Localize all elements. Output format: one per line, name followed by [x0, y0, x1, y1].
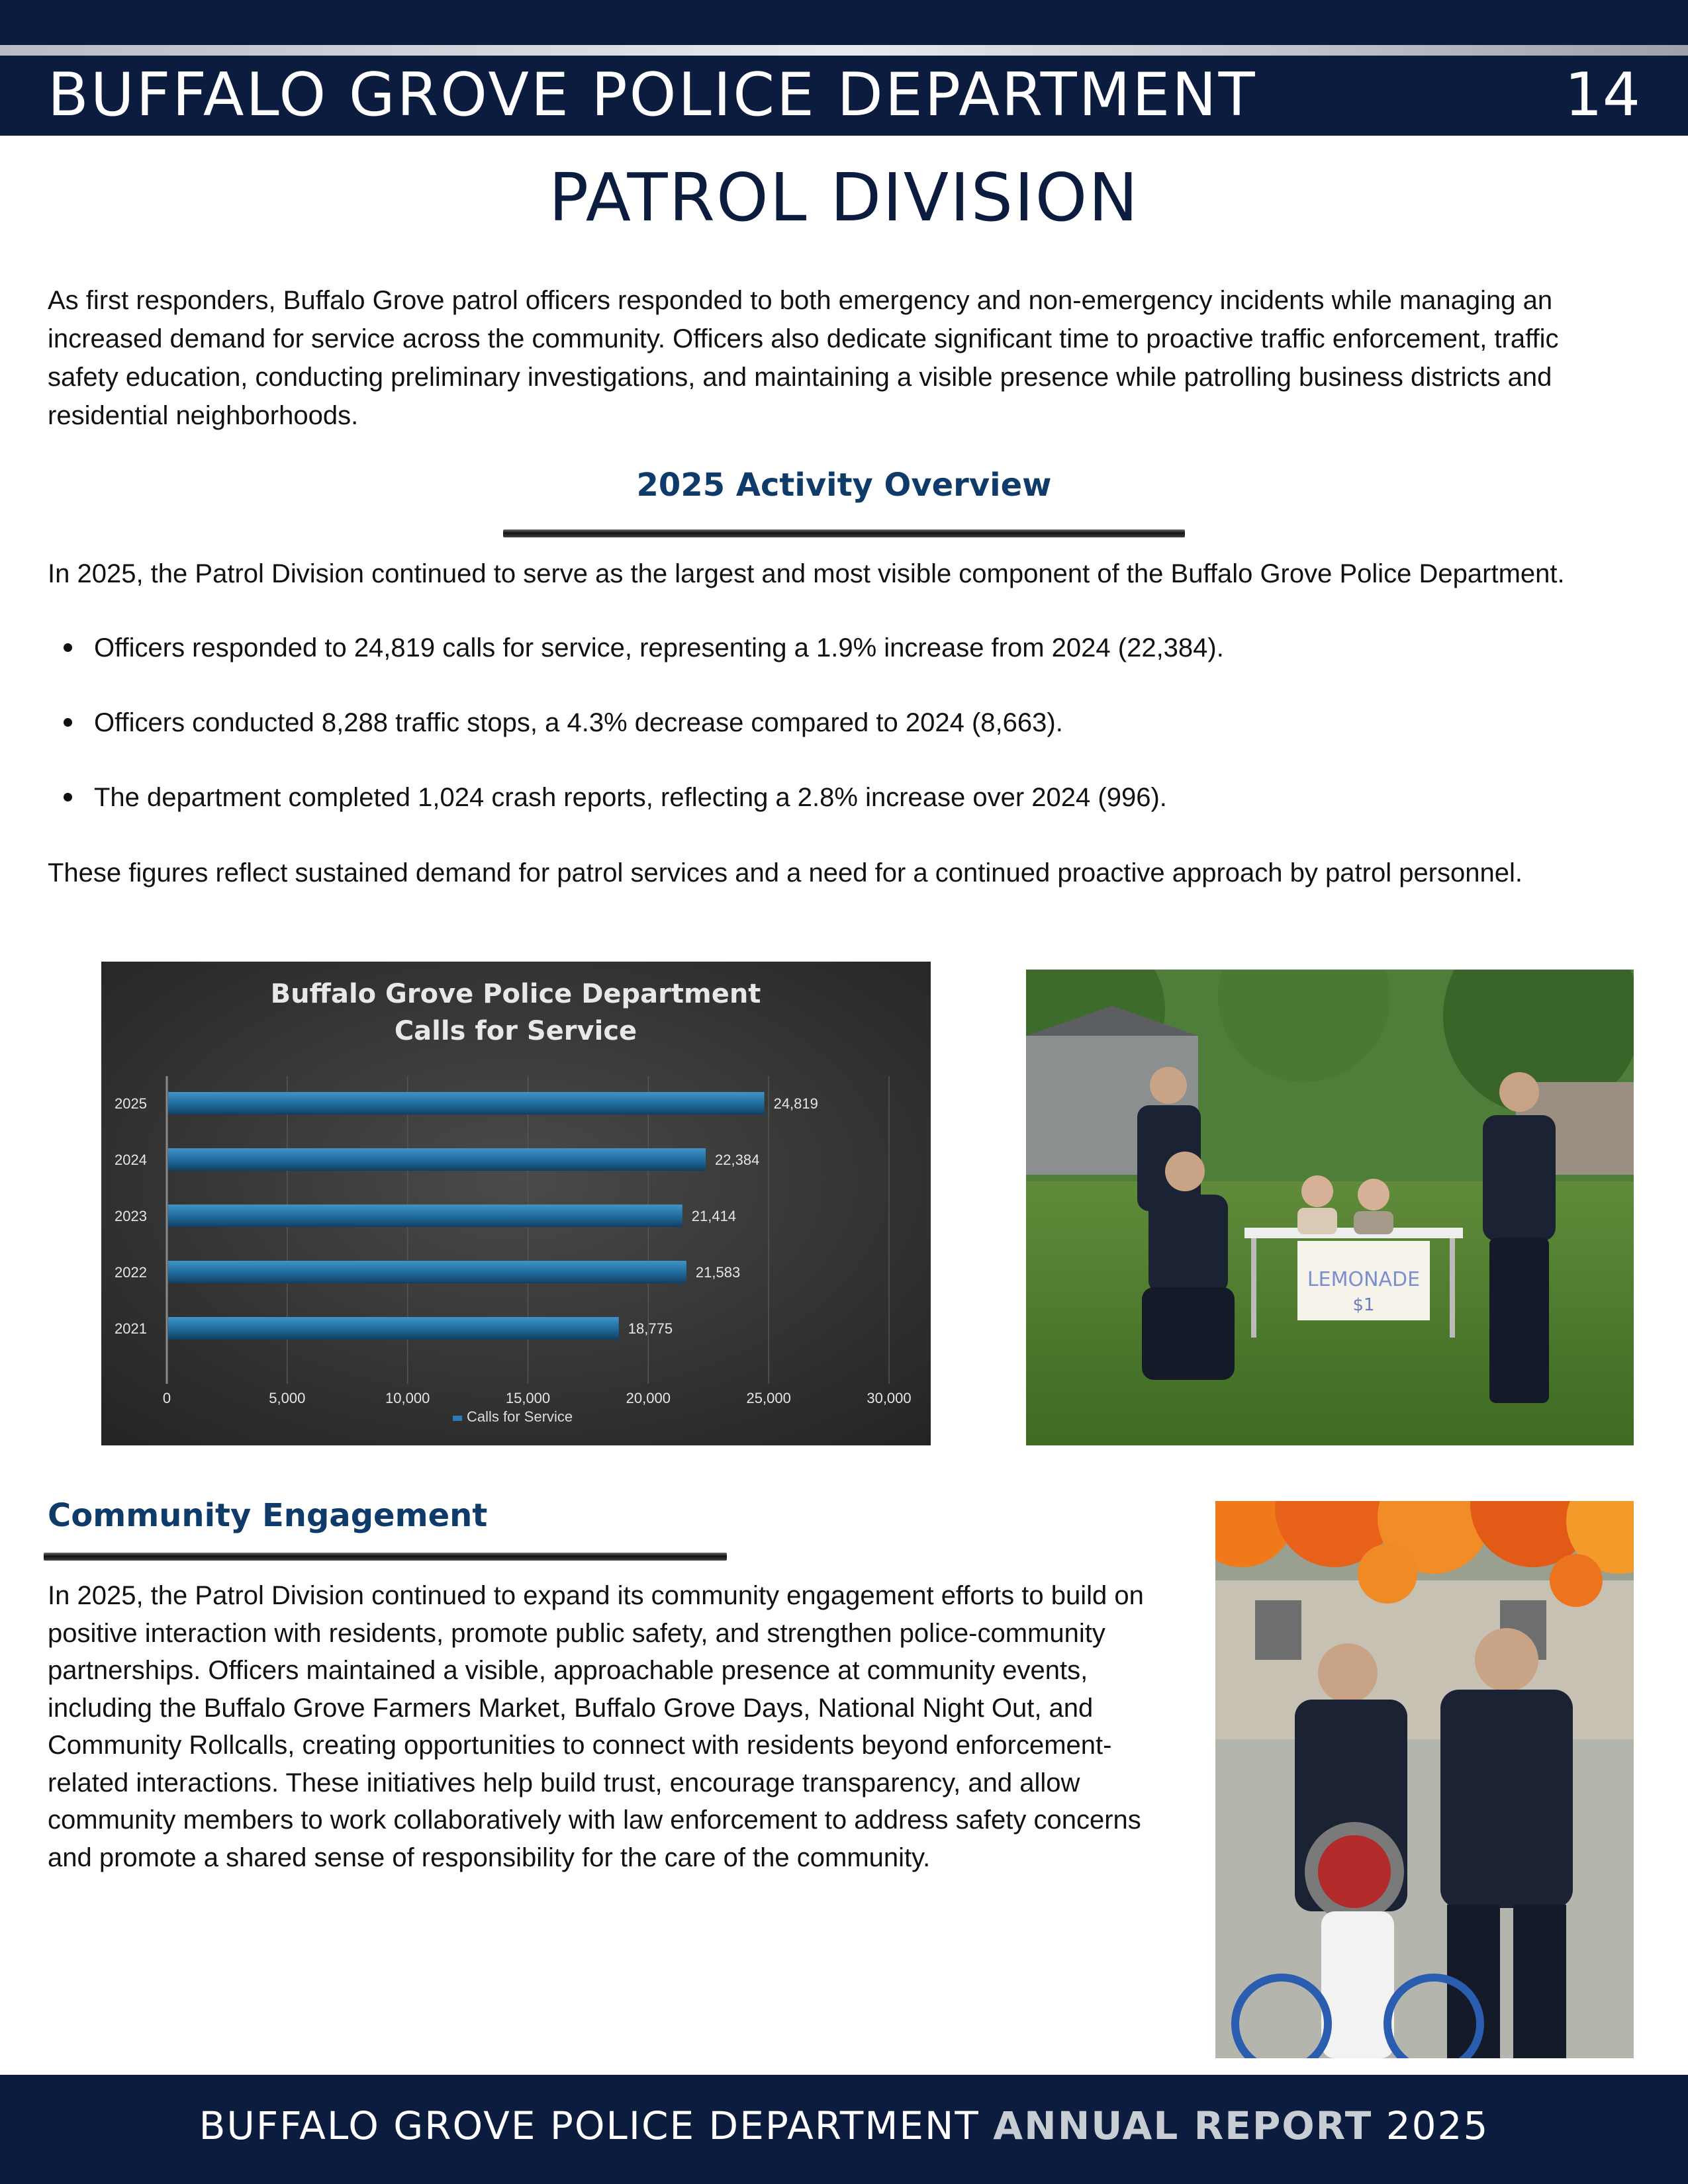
x-tick-label: 15,000: [505, 1390, 551, 1406]
y-category-label: 2023: [115, 1208, 147, 1224]
bar-2021: [168, 1317, 619, 1340]
photo-lemonade-stand: [1026, 970, 1634, 1445]
list-item-text: Officers responded to 24,819 calls for service, representing a 1.9% increase from 2024 (22,384).: [94, 633, 1224, 662]
legend-label: Calls for Service: [467, 1408, 573, 1425]
bar-2024: [168, 1148, 706, 1171]
legend-swatch: [453, 1416, 462, 1421]
header-stripe: [0, 45, 1688, 56]
chart-subtitle: Calls for Service: [394, 1016, 637, 1046]
overview-bullet-list: [48, 629, 1636, 853]
page-title: PATROL DIVISION: [548, 159, 1140, 236]
overview-heading: 2025 Activity Overview: [636, 467, 1052, 504]
photo-bike-helmet: [1215, 1501, 1634, 2058]
list-item-text: Officers conducted 8,288 traffic stops, a 4.3% decrease compared to 2024 (8,663).: [94, 708, 1063, 737]
x-tick-label: 0: [162, 1390, 171, 1406]
lemonade-sign-text: LEMONADE: [1307, 1268, 1421, 1291]
intro-paragraph: As first responders, Buffalo Grove patrol officers responded to both emergency and non-emergency incidents while managing an increased demand for service across the community. Officers also dedicate significant time to proactive traffic enforcement, traffic safety education, conducting preliminary investigations, and maintaining a visible presence while patrolling business districts and residential neighborhoods.: [48, 286, 1559, 430]
list-item: [48, 704, 1636, 778]
footer-text: [0, 2075, 1688, 2177]
bullet-icon: [64, 793, 72, 801]
x-tick-label: 20,000: [626, 1390, 671, 1406]
bullet-icon: [64, 718, 72, 727]
data-label-2023: 21,414: [691, 1208, 737, 1224]
bar-2023: [168, 1205, 682, 1227]
overview-lead: In 2025, the Patrol Division continued to serve as the largest and most visible component of the Buffalo Grove Police Department.: [48, 559, 1565, 588]
y-category-label: 2024: [115, 1152, 147, 1168]
chart-title: Buffalo Grove Police Department: [270, 979, 761, 1009]
x-tick-label: 25,000: [746, 1390, 791, 1406]
footer-year: 2025: [1385, 2103, 1489, 2148]
x-tick-label: 10,000: [385, 1390, 430, 1406]
calls-for-service-chart: [101, 962, 931, 1445]
bullet-icon: [64, 643, 72, 652]
data-label-2022: 21,583: [695, 1264, 741, 1281]
overview-closing: These figures reflect sustained demand for patrol services and a need for a continued proactive approach by patrol personnel.: [48, 858, 1523, 887]
lemonade-price-text: $1: [1352, 1295, 1375, 1315]
data-label-2024: 22,384: [715, 1152, 760, 1168]
bar-2022: [168, 1261, 686, 1283]
page-number: 14: [1564, 60, 1640, 130]
bar-2025: [168, 1092, 765, 1115]
header-department: BUFFALO GROVE POLICE DEPARTMENT: [48, 60, 1257, 130]
list-item: [48, 629, 1636, 704]
x-tick-label: 5,000: [269, 1390, 306, 1406]
y-category-label: 2025: [115, 1095, 147, 1112]
community-paragraph: In 2025, the Patrol Division continued to expand its community engagement efforts to build on positive interaction with residents, promote public safety, and strengthen police-community partnerships. Officers maintained a visible, approachable presence at community events, including the Buffalo Grove Farmers Market, Buffalo Grove Days, National Night Out, and Community Rollcalls, creating opportunities to connect with residents beyond enforcement-related interactions. These initiatives help build trust, encourage transparency, and allow community members to work collaboratively with law enforcement to address safety concerns and promote a shared sense of responsibility for the care of the community.: [48, 1581, 1144, 1872]
list-item-text: The department completed 1,024 crash reports, reflecting a 2.8% increase over 2024 (996).: [94, 783, 1167, 812]
data-label-2025: 24,819: [773, 1095, 818, 1112]
overview-divider: [503, 529, 1185, 537]
chart-legend: [453, 1408, 573, 1425]
y-category-label: 2021: [115, 1320, 147, 1337]
y-category-label: 2022: [115, 1264, 147, 1281]
footer-bold: ANNUAL REPORT: [993, 2103, 1373, 2148]
data-label-2021: 18,775: [628, 1320, 673, 1337]
community-heading: Community Engagement: [48, 1497, 488, 1534]
community-divider: [44, 1553, 727, 1561]
list-item: [48, 778, 1636, 853]
footer-prefix: BUFFALO GROVE POLICE DEPARTMENT: [199, 2103, 980, 2148]
x-tick-label: 30,000: [867, 1390, 912, 1406]
